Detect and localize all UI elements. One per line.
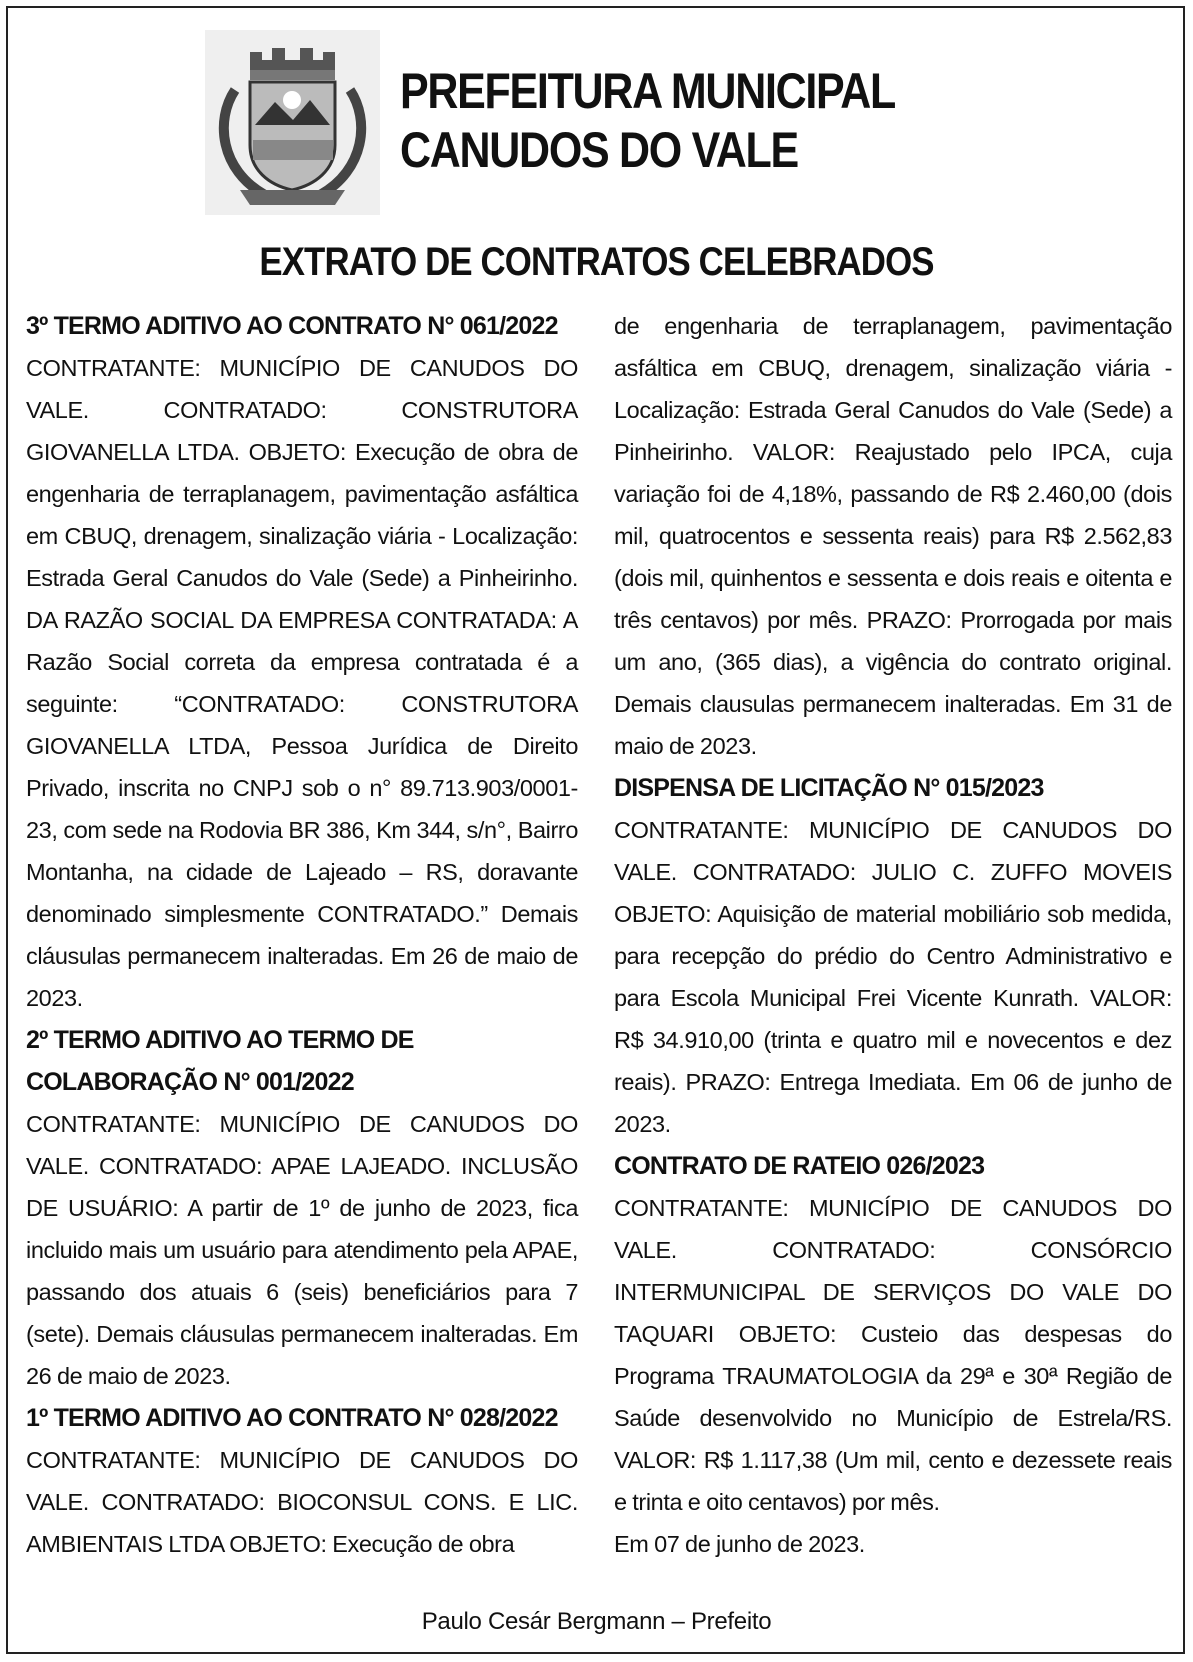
section-heading-apportionment-contract-026: CONTRATO DE RATEIO 026/2023: [614, 1152, 985, 1180]
left-column: [26, 305, 578, 1565]
section-body-3rd-amendment-061: CONTRATANTE: MUNICÍPIO DE CANUDOS DO VALE. CONTRATADO: CONSTRUTORA GIOVANELLA LTDA. OBJETO: Execução de obra de engenharia de terraplanagem, pavimentação asfáltica em CBUQ, drenagem, sinalização viária - Localização: Estrada Geral Canudos do Vale (Sede) a Pinheirinho. DA RAZÃO SOCIAL DA EMPRESA CONTRATADA: A Razão Social correta da empresa contratada é a seguinte: “CONTRATADO: CONSTRUTORA GIOVANELLA LTDA, Pessoa Jurídica de Direito Privado, inscrita no CNPJ sob o n° 89.713.903/0001-23, com sede na Rodovia BR 386, Km 344, s/n°, Bairro Montanha, na cidade de Lajeado – RS, doravante denominado simplesmente CONTRATADO.” Demais cláusulas permanecem inalteradas. Em 26 de maio de 2023.: [26, 355, 578, 1011]
organization-name: [400, 62, 895, 180]
section-body-apportionment-contract-026: CONTRATANTE: MUNICÍPIO DE CANUDOS DO VALE. CONTRATADO: CONSÓRCIO INTERMUNICIPAL DE SERVIÇOS DO VALE DO TAQUARI OBJETO: Custeio das despesas do Programa TRAUMATOLOGIA da 29ª e 30ª Região de Saúde desenvolvido no Município de Estrela/RS. VALOR: R$ 1.117,38 (Um mil, cento e dezessete reais e trinta e oito centavos) por mês.: [614, 1195, 1172, 1515]
section-heading-1st-amendment-028: 1º TERMO ADITIVO AO CONTRATO N° 028/2022: [26, 1404, 558, 1432]
organization-name-line2: CANUDOS DO VALE: [400, 122, 798, 178]
coat-of-arms-icon: [205, 30, 380, 215]
right-column: [614, 305, 1172, 1565]
section-heading-2nd-amendment-collaboration: 2º TERMO ADITIVO AO TERMO DE COLABORAÇÃO N° 001/2022: [26, 1026, 414, 1096]
section-body-1st-amendment-028-part1: CONTRATANTE: MUNICÍPIO DE CANUDOS DO VALE. CONTRATADO: BIOCONSUL CONS. E LIC. AMBIENTAIS LTDA OBJETO: Execução de obra: [26, 1447, 578, 1557]
signature-line: Paulo Cesár Bergmann – Prefeito: [421, 1608, 772, 1635]
organization-name-line1: PREFEITURA MUNICIPAL: [400, 63, 895, 119]
document-title-text: EXTRATO DE CONTRATOS CELEBRADOS: [259, 240, 934, 284]
section-date-apportionment-contract-026: Em 07 de junho de 2023.: [614, 1531, 865, 1557]
section-body-1st-amendment-028-part2: de engenharia de terraplanagem, pavimentação asfáltica em CBUQ, drenagem, sinalização viária - Localização: Estrada Geral Canudos do Vale (Sede) a Pinheirinho. VALOR: Reajustado pelo IPCA, cuja variação foi de 4,18%, passando de R$ 2.460,00 (dois mil, quatrocentos e sessenta reais) para R$ 2.562,83 (dois mil, quinhentos e sessenta e dois reais e oitenta e três centavos) por mês. PRAZO: Prorrogada por mais um ano, (365 dias), a vigência do contrato original. Demais clausulas permanecem inalteradas. Em 31 de maio de 2023.: [614, 313, 1172, 759]
section-body-2nd-amendment-collaboration: CONTRATANTE: MUNICÍPIO DE CANUDOS DO VALE. CONTRATADO: APAE LAJEADO. INCLUSÃO DE USUÁRIO: A partir de 1º de junho de 2023, fica incluido mais um usuário para atendimento pela APAE, passando dos atuais 6 (seis) beneficiários para 7 (sete). Demais cláusulas permanecem inalteradas. Em 26 de maio de 2023.: [26, 1111, 578, 1389]
header: [205, 30, 965, 220]
document-title: [0, 240, 1193, 285]
section-body-bid-waiver-015: CONTRATANTE: MUNICÍPIO DE CANUDOS DO VALE. CONTRATADO: JULIO C. ZUFFO MOVEIS OBJETO: Aquisição de material mobiliário sob medida, para recepção do prédio do Centro Administrativo e para Escola Municipal Frei Vicente Kunrath. VALOR: R$ 34.910,00 (trinta e quatro mil e novecentos e dez reais). PRAZO: Entrega Imediata. Em 06 de junho de 2023.: [614, 817, 1172, 1137]
section-heading-3rd-amendment-061: 3º TERMO ADITIVO AO CONTRATO N° 061/2022: [26, 312, 558, 340]
section-heading-bid-waiver-015: DISPENSA DE LICITAÇÃO N° 015/2023: [614, 774, 1044, 802]
